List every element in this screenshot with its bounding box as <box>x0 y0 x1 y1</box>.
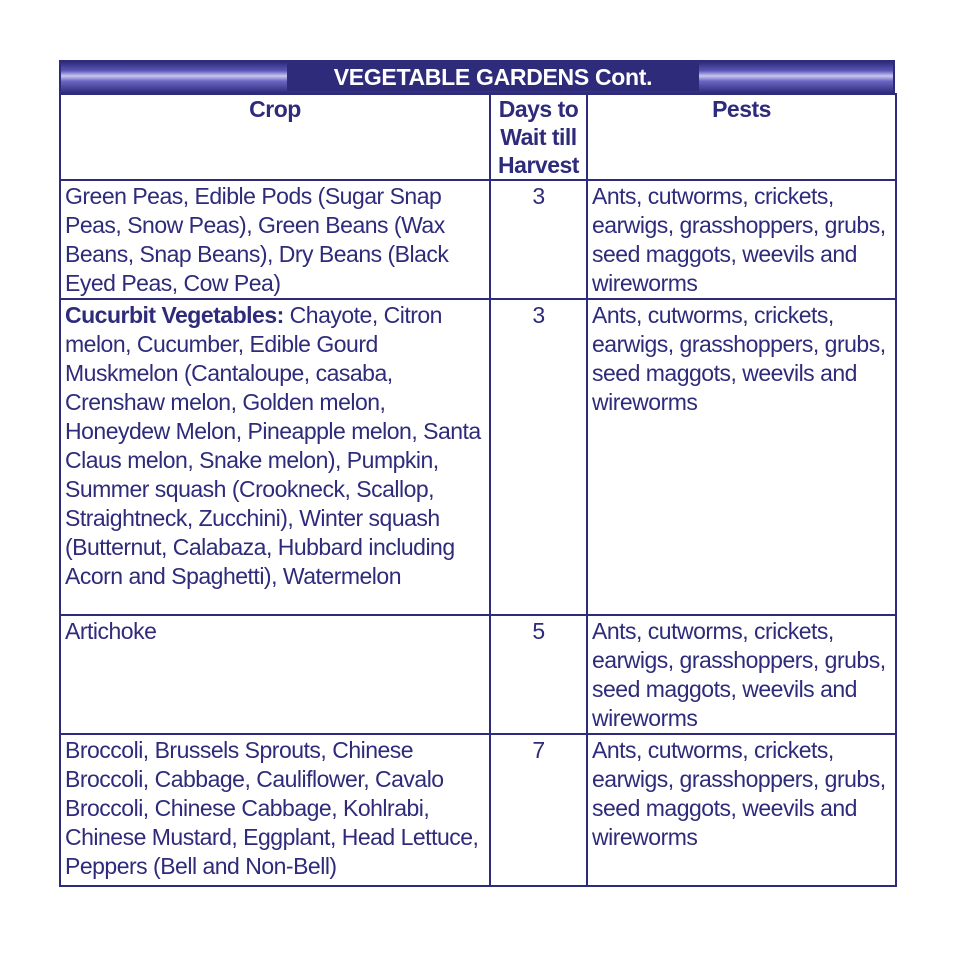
crop-cell <box>60 299 490 615</box>
crop-cell <box>60 734 490 886</box>
days-cell: 5 <box>490 615 587 734</box>
header-crop: Crop <box>60 94 490 180</box>
table-row <box>60 299 896 615</box>
crop-list: Green Peas, Edible Pods (Sugar Snap Peas, Snow Peas), Green Beans (Wax Beans, Snap Beans), Dry Beans (Black Eyed Peas, Cow Pea) <box>65 183 449 296</box>
crop-list: Artichoke <box>65 618 157 644</box>
pests-cell: Ants, cutworms, crickets, earwigs, grasshoppers, grubs, seed maggots, weevils and wireworms <box>587 734 896 886</box>
header-pests: Pests <box>587 94 896 180</box>
table-row <box>60 180 896 299</box>
table-row <box>60 734 896 886</box>
days-cell: 3 <box>490 299 587 615</box>
crop-cell <box>60 615 490 734</box>
section-title: VEGETABLE GARDENS Cont. <box>287 63 699 91</box>
table-header-row <box>60 94 896 180</box>
pests-cell: Ants, cutworms, crickets, earwigs, grasshoppers, grubs, seed maggots, weevils and wireworms <box>587 615 896 734</box>
crop-cell <box>60 180 490 299</box>
days-cell: 7 <box>490 734 587 886</box>
vegetable-gardens-section <box>59 60 895 887</box>
table-row <box>60 615 896 734</box>
days-cell: 3 <box>490 180 587 299</box>
crop-category: Cucurbit Vegetables: <box>65 302 284 328</box>
crop-pest-table <box>59 93 897 887</box>
crop-list: Chayote, Citron melon, Cucumber, Edible Gourd Muskmelon (Cantaloupe, casaba, Crenshaw melon, Golden melon, Honeydew Melon, Pineapple melon, Santa Claus melon, Snake melon), Pumpkin, Summer squash (Crookneck, Scallop, Straightneck, Zucchini), Winter squash (Butternut, Calabaza, Hubbard including Acorn and Spaghetti), Watermelon <box>65 302 481 589</box>
pests-cell: Ants, cutworms, crickets, earwigs, grasshoppers, grubs, seed maggots, weevils and wireworms <box>587 299 896 615</box>
section-banner <box>59 60 895 93</box>
crop-list: Broccoli, Brussels Sprouts, Chinese Broccoli, Cabbage, Cauliflower, Cavalo Broccoli, Chinese Cabbage, Kohlrabi, Chinese Mustard, Eggplant, Head Lettuce, Peppers (Bell and Non-Bell) <box>65 737 479 879</box>
header-days: Days to Wait till Harvest <box>490 94 587 180</box>
pests-cell: Ants, cutworms, crickets, earwigs, grasshoppers, grubs, seed maggots, weevils and wireworms <box>587 180 896 299</box>
